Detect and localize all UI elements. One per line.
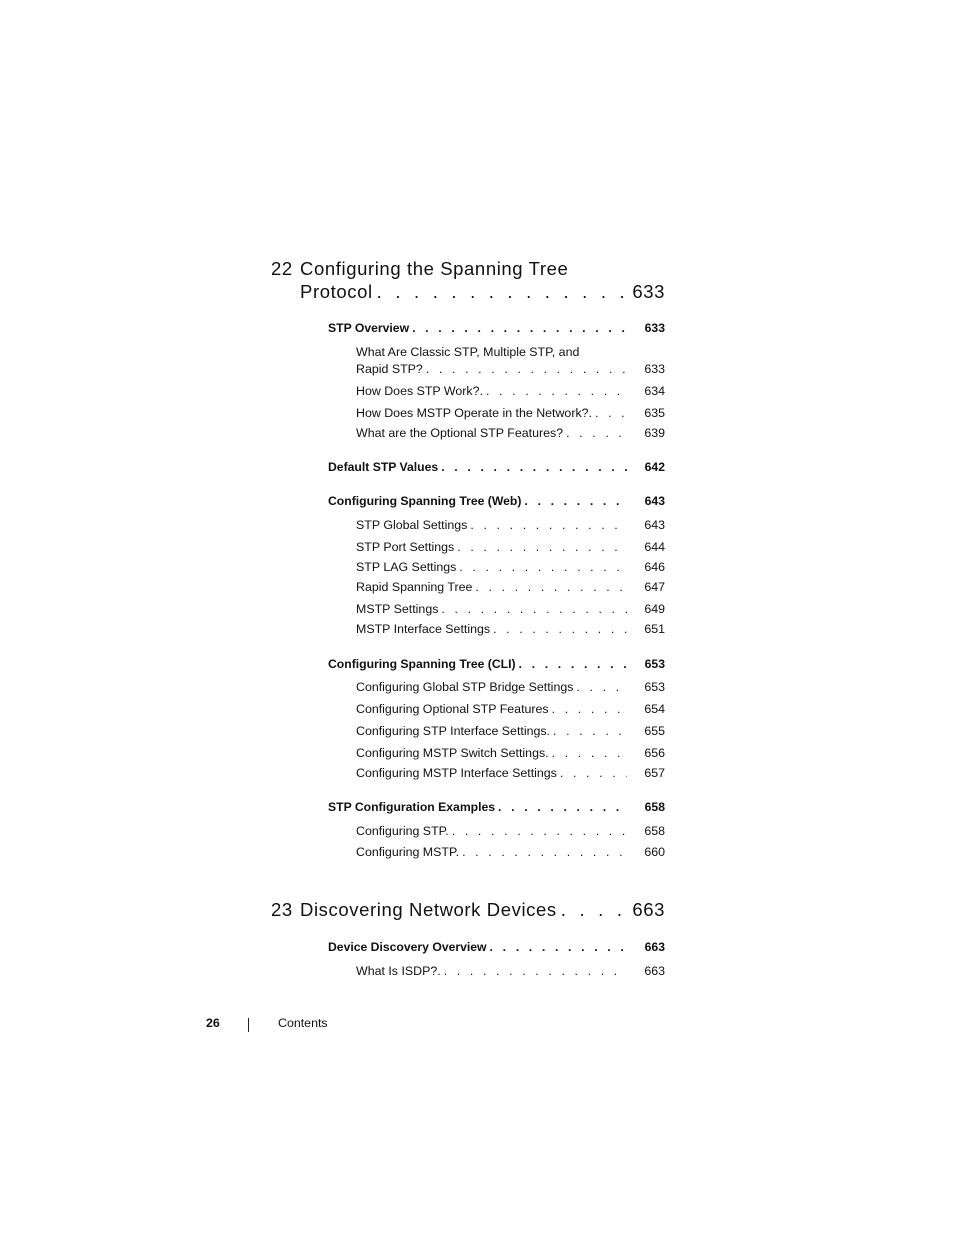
entry-page: 654: [644, 702, 665, 716]
leader-dots: [373, 281, 627, 303]
leader-dots: [472, 580, 627, 594]
chapter-number: 23: [271, 899, 293, 920]
entry-title: Configuring STP Interface Settings.: [356, 724, 550, 738]
chapter-page: 633: [632, 281, 665, 302]
entry-page: 635: [644, 406, 665, 420]
entry-page: 663: [644, 940, 665, 954]
leader-dots: [563, 426, 627, 440]
leader-dots: [487, 940, 627, 954]
toc-entry-default-stp-values[interactable]: [328, 460, 665, 474]
toc-entry-device-discovery-overview[interactable]: [328, 940, 665, 954]
leader-dots: [454, 540, 627, 554]
leader-dots: [557, 899, 627, 921]
toc-entry-what-are-classic-stp[interactable]: [356, 362, 665, 376]
leader-dots: [423, 362, 627, 376]
entry-title: MSTP Interface Settings: [356, 622, 491, 636]
leader-dots: [516, 657, 627, 671]
toc-entry-stp-port-settings[interactable]: [356, 540, 665, 554]
toc-entry-configuring-stp[interactable]: [356, 824, 665, 838]
entry-title: Configuring Optional STP Features: [356, 702, 549, 716]
entry-page: 643: [644, 518, 665, 532]
toc-entry-stp-overview[interactable]: [328, 321, 665, 335]
leader-dots: [549, 746, 627, 760]
entry-page: 651: [644, 622, 665, 636]
toc-entry-stp-lag-settings[interactable]: [356, 560, 665, 574]
leader-dots: [409, 321, 627, 335]
leader-dots: [490, 622, 627, 636]
entry-title: MSTP Settings: [356, 602, 439, 616]
leader-dots: [438, 602, 627, 616]
entry-page: 653: [644, 657, 665, 671]
chapter-title-line1: Configuring the Spanning Tree: [300, 258, 569, 279]
toc-entry-mstp-interface-settings[interactable]: [356, 622, 665, 636]
entry-title-line1: What Are Classic STP, Multiple STP, and: [356, 345, 580, 359]
toc-entry-configuring-stp-interface-settings[interactable]: [356, 724, 665, 738]
entry-title: STP Configuration Examples: [328, 800, 496, 814]
toc-entry-configuring-spanning-tree-cli[interactable]: [328, 657, 665, 671]
chapter-23-heading[interactable]: [271, 899, 665, 922]
entry-page: 647: [644, 580, 665, 594]
leader-dots: [456, 560, 627, 574]
entry-title: STP Overview: [328, 321, 410, 335]
entry-title: Configuring STP.: [356, 824, 449, 838]
leader-dots: [459, 845, 627, 859]
entry-page: 644: [644, 540, 665, 554]
footer-divider: [248, 1018, 249, 1032]
toc-entry-what-is-isdp[interactable]: [356, 964, 665, 978]
entry-page: 642: [644, 460, 665, 474]
entry-page: 643: [644, 494, 665, 508]
entry-page: 633: [644, 362, 665, 376]
chapter-number: 22: [271, 258, 293, 279]
toc-entry-how-does-mstp-operate[interactable]: [356, 406, 665, 420]
leader-dots: [549, 702, 627, 716]
toc-entry-configuring-mstp[interactable]: [356, 845, 665, 859]
entry-page: 634: [644, 384, 665, 398]
entry-title: Default STP Values: [328, 460, 439, 474]
entry-title: Configuring Spanning Tree (Web): [328, 494, 522, 508]
entry-title: Configuring Global STP Bridge Settings: [356, 680, 574, 694]
toc-entry-stp-configuration-examples[interactable]: [328, 800, 665, 814]
entry-page: 649: [644, 602, 665, 616]
toc-entry-configuring-mstp-switch-settings[interactable]: [356, 746, 665, 760]
entry-title: Configuring MSTP.: [356, 845, 460, 859]
leader-dots: [449, 824, 627, 838]
entry-title: Configuring MSTP Switch Settings.: [356, 746, 549, 760]
toc-entry-configuring-spanning-tree-web[interactable]: [328, 494, 665, 508]
entry-title: Configuring MSTP Interface Settings: [356, 766, 557, 780]
entry-title: How Does STP Work?.: [356, 384, 483, 398]
entry-page: 653: [644, 680, 665, 694]
entry-title: Device Discovery Overview: [328, 940, 487, 954]
entry-page: 658: [644, 800, 665, 814]
entry-page: 660: [644, 845, 665, 859]
footer-section-label: Contents: [278, 1016, 328, 1030]
entry-page: 658: [644, 824, 665, 838]
leader-dots: [438, 460, 627, 474]
entry-title: How Does MSTP Operate in the Network?.: [356, 406, 592, 420]
entry-title: Rapid STP?: [356, 362, 423, 376]
leader-dots: [441, 964, 627, 978]
leader-dots: [495, 800, 627, 814]
leader-dots: [592, 406, 627, 420]
entry-page: 657: [644, 766, 665, 780]
toc-entry-rapid-spanning-tree[interactable]: [356, 580, 665, 594]
toc-entry-configuring-optional-stp-features[interactable]: [356, 702, 665, 716]
entry-title: What are the Optional STP Features?: [356, 426, 564, 440]
entry-title: STP Global Settings: [356, 518, 468, 532]
toc-entry-configuring-mstp-interface-settings[interactable]: [356, 766, 665, 780]
chapter-22-heading[interactable]: [271, 258, 665, 304]
leader-dots: [550, 724, 627, 738]
leader-dots: [573, 680, 627, 694]
chapter-title-line2: Protocol: [300, 281, 373, 302]
leader-dots: [467, 518, 627, 532]
entry-page: 655: [644, 724, 665, 738]
toc-entry-optional-stp-features[interactable]: [356, 426, 665, 440]
entry-page: 639: [644, 426, 665, 440]
entry-title: Rapid Spanning Tree: [356, 580, 473, 594]
chapter-page: 663: [632, 899, 665, 920]
entry-title: STP LAG Settings: [356, 560, 457, 574]
entry-page: 663: [644, 964, 665, 978]
entry-page: 633: [644, 321, 665, 335]
toc-entry-configuring-global-stp-bridge-settings[interactable]: [356, 680, 665, 694]
entry-title: Configuring Spanning Tree (CLI): [328, 657, 516, 671]
toc-entry-mstp-settings[interactable]: [356, 602, 665, 616]
leader-dots: [521, 494, 627, 508]
entry-title: STP Port Settings: [356, 540, 455, 554]
leader-dots: [557, 766, 627, 780]
chapter-title: Discovering Network Devices: [300, 899, 557, 920]
entry-page: 646: [644, 560, 665, 574]
leader-dots: [483, 384, 627, 398]
entry-page: 656: [644, 746, 665, 760]
footer-page-number: 26: [206, 1016, 220, 1030]
entry-title: What Is ISDP?.: [356, 964, 441, 978]
toc-entry-how-does-stp-work[interactable]: [356, 384, 665, 398]
toc-entry-stp-global-settings[interactable]: [356, 518, 665, 532]
